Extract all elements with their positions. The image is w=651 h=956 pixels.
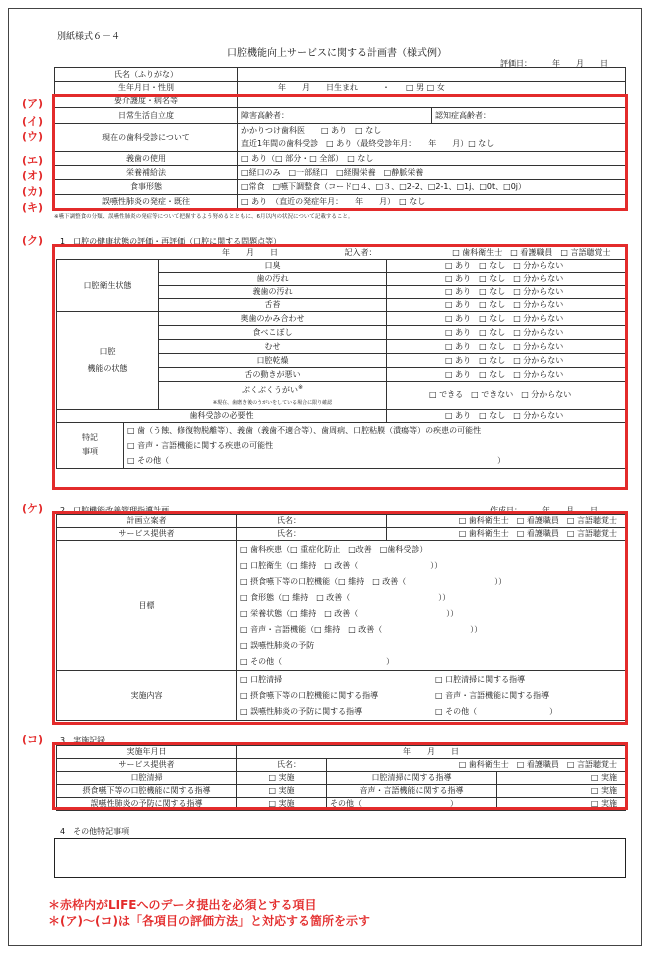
function-option[interactable]: □ あり □ なし □ 分からない [387,354,626,368]
daily-life-label: 日常生活自立度 [55,108,238,124]
dental-regular-field[interactable]: かかりつけ歯科医 □ あり □ なし [238,124,626,138]
other-notes-box[interactable] [54,838,626,878]
planner-roles[interactable]: □ 歯科衛生士 □ 看護職員 □ 言語聴覚士 [387,515,626,528]
record-check[interactable]: □ 実施 [237,798,327,811]
rinse-mark: ※ [297,384,304,391]
s1-date[interactable]: 年 月 日 [222,248,278,257]
meal-form-label: 食事形態 [55,180,238,195]
hygiene-option[interactable]: □ あり □ なし □ 分からない [387,260,626,273]
rinse-option[interactable]: □ できる □ できない □ 分からない [387,382,626,410]
denture-label: 義歯の使用 [55,152,238,166]
footer-note-1: ＊赤枠内がLIFEへのデータ提出を必須とする項目 [48,898,317,912]
rinse-label: ぶくぶくうがい [241,385,298,395]
name-label: 氏名（ふりがな） [55,68,238,82]
marker-ko: (コ) [22,733,44,746]
section4-title: 4 その他特記事項 [60,827,130,836]
record-item: 摂食嚥下等の口腔機能に関する指導 [57,785,237,798]
special-notes-line1: 特記 [82,433,98,443]
impl-item[interactable]: □ 口腔清掃 [240,674,283,684]
need-dental-label: 歯科受診の必要性 [57,409,387,422]
marker-a: (ア) [22,97,44,110]
form-number: 別紙様式６－４ [57,32,121,42]
provider-label: サービス提供者 [57,528,237,541]
marker-ke: (ケ) [22,502,44,515]
impl-item[interactable]: □ 摂食嚥下等の口腔機能に関する指導 [240,690,379,700]
dental-visit-label: 現在の歯科受診について [55,124,238,152]
special-notes-line2: 事項 [82,447,98,457]
form-title: 口腔機能向上サービスに関する計画書（様式例） [227,48,447,59]
record-provider-name[interactable]: 氏名： [237,759,327,772]
impl-item[interactable]: □ その他（ ） [435,706,558,716]
record-check[interactable]: □ 実施 [237,785,327,798]
impl-item[interactable]: □ 音声・言語機能に関する指導 [435,690,550,700]
dob-label: 生年月日・性別 [55,82,238,95]
hygiene-item: 義歯の汚れ [159,286,387,299]
section3-title: 3 実施記録 [60,736,106,745]
meal-form-field[interactable]: □常食 □嚥下調整食（コード□４、□３、□2-2、□2-1、□1j、□0t、□0j） [238,180,626,195]
goal-item[interactable]: □ 歯科疾患（□ 重症化防止 □改善 □歯科受診） [240,544,428,554]
dental-recent-field[interactable]: 直近1年間の歯科受診 □ あり（最終受診年月： 年 月）□ なし [238,138,626,152]
marker-e: (エ) [22,154,44,167]
record-item: 音声・言語機能に関する指導 [327,785,497,798]
hygiene-option[interactable]: □ あり □ なし □ 分からない [387,273,626,286]
marker-ku: (ク) [22,234,44,247]
rinse-note: ※現在、歯磨き後のうがいをしている場合に限り確認 [212,399,333,406]
goal-item[interactable]: □ 食形態（□ 維持 □ 改善（ ）） [240,592,451,602]
goal-item[interactable]: □ 音声・言語機能（□ 維持 □ 改善（ ）） [240,624,483,634]
section1-title: 1 口腔の健康状態の評価・再評価（口腔に関する問題点等） [60,237,282,246]
marker-i: (イ) [22,115,44,128]
record-item: 誤嚥性肺炎の予防に関する指導 [57,798,237,811]
function-option[interactable]: □ あり □ なし □ 分からない [387,312,626,326]
nutrition-field[interactable]: □経口のみ □一部経口 □経腸栄養 □静脈栄養 [238,166,626,180]
hygiene-item: 舌苔 [159,299,387,312]
s1-recorder-label: 記入者： [344,248,377,257]
goal-item[interactable]: □ 栄養状態（□ 維持 □ 改善（ ）） [240,608,459,618]
goal-item[interactable]: □ 誤嚥性肺炎の予防 [240,640,315,650]
record-provider-roles[interactable]: □ 歯科衛生士 □ 看護職員 □ 言語聴覚士 [327,759,626,772]
function-item: むせ [159,340,387,354]
function-item: 奥歯のかみ合わせ [159,312,387,326]
record-date-field[interactable]: 年 月 日 [237,746,626,759]
hygiene-item: 口臭 [159,260,387,273]
record-item[interactable]: その他（ ） [327,798,497,811]
name-field[interactable] [238,68,626,82]
dob-field[interactable]: 年 月 日生まれ ・ □ 男 □ 女 [238,82,626,95]
pneumonia-field[interactable]: □ あり （直近の発症年月： 年 月） □ なし [238,195,626,209]
special-line[interactable]: □ その他（ ） [127,455,506,465]
function-option[interactable]: □ あり □ なし □ 分からない [387,326,626,340]
basic-note: ※嚥下調整食の分類、誤嚥性肺炎の発症等について把握するよう努めるとともに、6月以内の状況について記載すること。 [54,214,354,220]
record-check[interactable]: □ 実施 [497,785,626,798]
required-frame-section2 [52,511,628,725]
hygiene-option[interactable]: □ あり □ なし □ 分からない [387,286,626,299]
impl-label: 実施内容 [57,671,237,721]
provider-name[interactable]: 氏名： [237,528,387,541]
goal-label: 目標 [57,541,237,671]
nutrition-label: 栄養補給法 [55,166,238,180]
impl-item[interactable]: □ 誤嚥性肺炎の予防に関する指導 [240,706,363,716]
impl-item[interactable]: □ 口腔清掃に関する指導 [435,674,526,684]
function-item: 舌の動きが悪い [159,368,387,382]
marker-o: (オ) [22,169,44,182]
record-check[interactable]: □ 実施 [237,772,327,785]
record-provider-label: サービス提供者 [57,759,237,772]
function-item: 食べこぼし [159,326,387,340]
daily-life-dementia-field[interactable]: 認知症高齢者： [432,108,626,124]
eval-date: 評価日： 年 月 日 [500,59,608,68]
special-line[interactable]: □ 音声・言語機能に関する疾患の可能性 [127,440,274,450]
hygiene-group-label: 口腔衛生状態 [57,260,159,312]
denture-field[interactable]: □ あり（□ 部分・□ 全部） □ なし [238,152,626,166]
required-frame-section3 [52,742,628,810]
hygiene-option[interactable]: □ あり □ なし □ 分からない [387,299,626,312]
function-group-line1: 口腔 [99,347,116,357]
section2-title: 2 口腔機能改善管理指導計画 [60,506,170,515]
function-option[interactable]: □ あり □ なし □ 分からない [387,340,626,354]
s2-created-date[interactable]: 作成日： 年 月 日 [490,506,598,515]
planner-label: 計画立案者 [57,515,237,528]
pneumonia-label: 誤嚥性肺炎の発症・既往 [55,195,238,209]
required-frame-basic [52,94,628,211]
record-item: 口腔清掃に関する指導 [327,772,497,785]
required-frame-section1 [52,244,628,490]
marker-ka: (カ) [22,185,44,198]
provider-roles[interactable]: □ 歯科衛生士 □ 看護職員 □ 言語聴覚士 [387,528,626,541]
record-date-label: 実施年月日 [57,746,237,759]
special-line[interactable]: □ 歯（う蝕、修復物脱離等）、義歯（義歯不適合等）、歯周病、口腔粘膜（潰瘍等）の疾患の可能性 [127,425,482,435]
s1-roles[interactable]: □ 歯科衛生士 □ 看護職員 □ 言語聴覚士 [452,248,611,257]
footer-note-2: ＊(ア)～(コ)は「各項目の評価方法」と対応する箇所を示す [48,914,370,928]
marker-u: (ウ) [22,130,44,143]
hygiene-item: 歯の汚れ [159,273,387,286]
record-check[interactable]: □ 実施 [497,798,626,811]
goal-item[interactable]: □ その他（ ） [240,656,395,666]
planner-name[interactable]: 氏名： [237,515,387,528]
record-check[interactable]: □ 実施 [497,772,626,785]
need-dental-option[interactable]: □ あり □ なし □ 分からない [387,409,626,422]
daily-life-elderly-field[interactable]: 障害高齢者： [238,108,432,124]
record-item: 口腔清掃 [57,772,237,785]
goal-item[interactable]: □ 口腔衛生（□ 維持 □ 改善（ ）） [240,560,443,570]
function-item: 口腔乾燥 [159,354,387,368]
function-option[interactable]: □ あり □ なし □ 分からない [387,368,626,382]
marker-ki: (キ) [22,201,44,214]
goal-item[interactable]: □ 摂食嚥下等の口腔機能（□ 維持 □ 改善（ ）） [240,576,507,586]
function-group-line2: 機能の状態 [87,364,128,374]
care-level-label: 要介護度・病名等 [55,95,238,108]
